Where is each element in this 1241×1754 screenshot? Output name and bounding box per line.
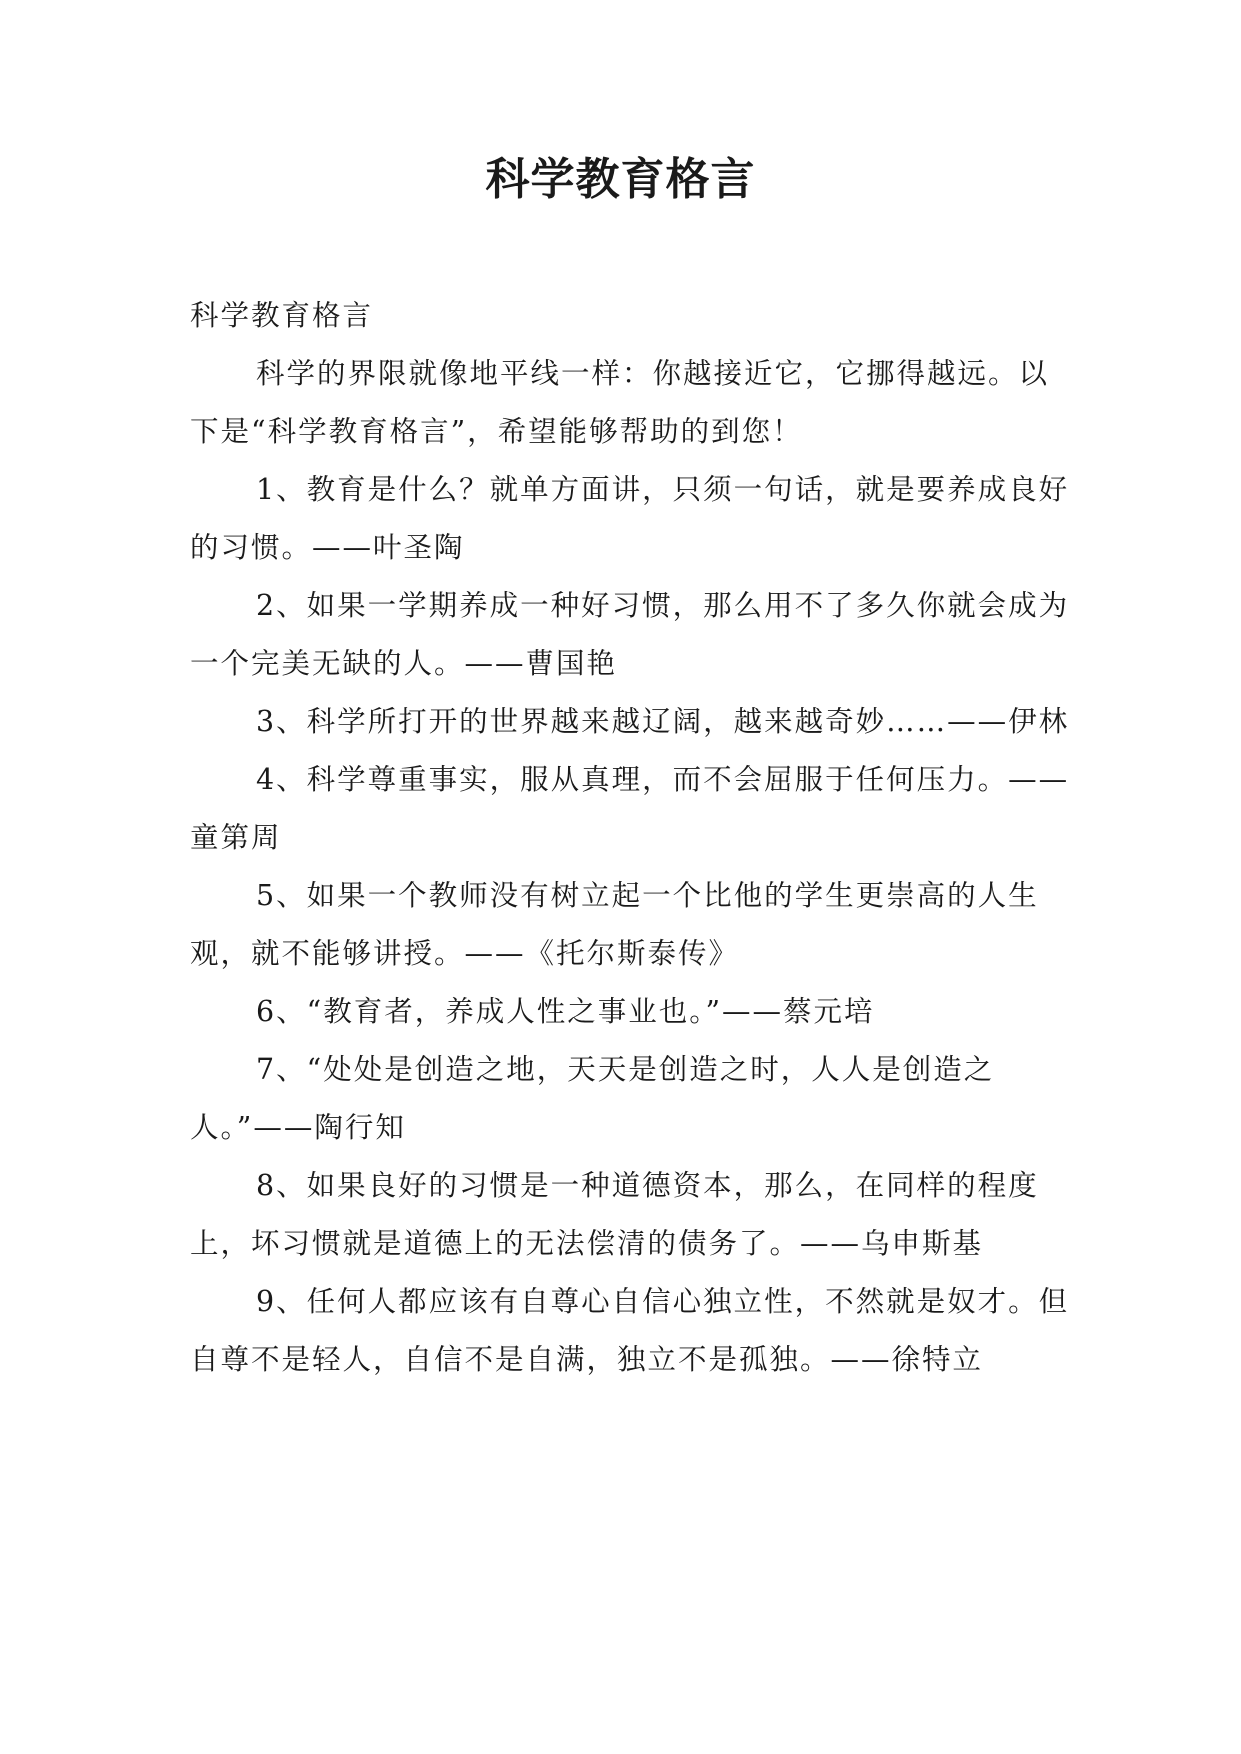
document-title: 科学教育格言 xyxy=(485,154,756,205)
document-body xyxy=(190,287,1070,1389)
section-heading: 科学教育格言 xyxy=(190,299,374,332)
quote-item-5: 5、如果一个教师没有树立起一个比他的学生更崇高的人生观，就不能够讲授。——《托尔斯泰传》 xyxy=(190,879,1039,970)
quote-item-7: 7、“处处是创造之地，天天是创造之时，人人是创造之人。”——陶行知 xyxy=(190,1053,995,1144)
quote-item-4: 4、科学尊重事实，服从真理，而不会屈服于任何压力。——童第周 xyxy=(190,763,1070,854)
quote-item-8: 8、如果良好的习惯是一种道德资本，那么，在同样的程度上，坏习惯就是道德上的无法偿清的债务了。——乌申斯基 xyxy=(190,1169,1039,1260)
quote-item-3: 3、科学所打开的世界越来越辽阔，越来越奇妙……——伊林 xyxy=(256,705,1070,738)
intro-paragraph: 科学的界限就像地平线一样：你越接近它，它挪得越远。以下是“科学教育格言”，希望能够帮助的到您！ xyxy=(190,357,1050,448)
quote-item-9: 9、任何人都应该有自尊心自信心独立性，不然就是奴才。但自尊不是轻人，自信不是自满，独立不是孤独。——徐特立 xyxy=(190,1285,1070,1376)
quote-item-2: 2、如果一学期养成一种好习惯，那么用不了多久你就会成为一个完美无缺的人。——曹国艳 xyxy=(190,589,1070,680)
quote-item-1: 1、教育是什么？就单方面讲，只须一句话，就是要养成良好的习惯。——叶圣陶 xyxy=(190,473,1070,564)
quote-item-6: 6、“教育者，养成人性之事业也。”——蔡元培 xyxy=(256,995,875,1028)
